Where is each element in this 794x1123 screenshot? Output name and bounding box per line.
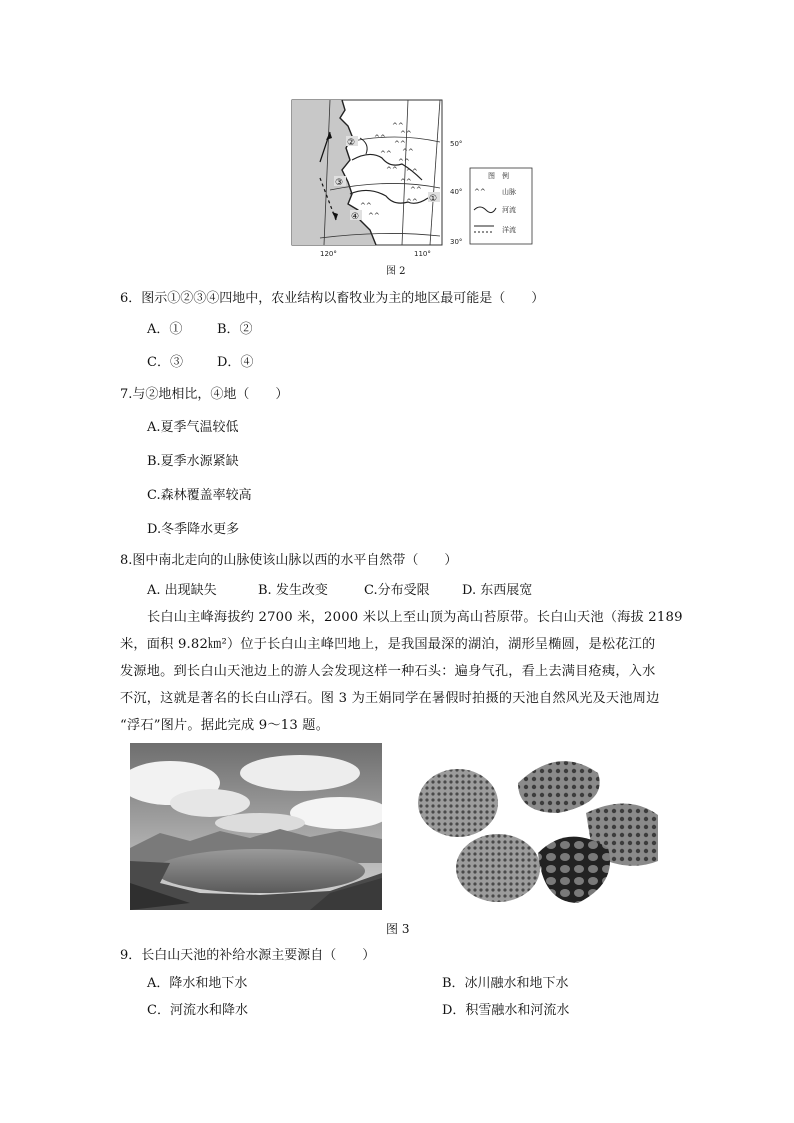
q8-option-b: B. 发生改变 xyxy=(258,583,328,598)
svg-text:^^: ^^ xyxy=(394,140,406,148)
site-2-label: ② xyxy=(347,138,356,148)
q9-stem: 9．长白山天池的补给水源主要源自（ ） xyxy=(120,948,376,963)
q6-option-d: D．④ xyxy=(217,355,254,370)
lon-label-120: 120° xyxy=(320,250,337,258)
svg-text:^^: ^^ xyxy=(360,202,372,210)
q6-option-b: B．② xyxy=(217,322,253,337)
passage-line-2: 米，面积 9.82㎞²）位于长白山主峰凹地上，是我国最深的湖泊，湖形呈椭圆，是松花江的 xyxy=(120,637,656,652)
q8-option-c: C.分布受限 xyxy=(364,583,430,598)
legend-current-label: 洋流 xyxy=(502,226,516,234)
svg-text:^^: ^^ xyxy=(406,168,418,176)
lon-label-110: 110° xyxy=(414,250,431,258)
svg-text:^^: ^^ xyxy=(374,134,386,142)
lat-label-50: 50° xyxy=(450,140,463,148)
site-3-label: ③ xyxy=(335,178,344,188)
passage xyxy=(120,604,683,739)
figure-2-caption: 图 2 xyxy=(386,266,406,277)
legend-mountain-symbol: ^^ xyxy=(474,188,486,196)
q9-option-d: D．积雪融水和河流水 xyxy=(442,1003,570,1018)
svg-text:^^: ^^ xyxy=(400,178,412,186)
q7-option-b: B.夏季水源紧缺 xyxy=(147,454,239,469)
svg-text:^^: ^^ xyxy=(368,212,380,220)
passage-line-3: 发源地。到长白山天池边上的游人会发现这样一种石头：遍身气孔，看上去满目疮痍，入水 xyxy=(120,664,656,679)
q8-option-a: A. 出现缺失 xyxy=(147,583,217,598)
legend-mountain-label: 山脉 xyxy=(502,188,516,196)
pumice-stones-photo xyxy=(418,743,662,910)
q9-option-b: B．冰川融水和地下水 xyxy=(442,976,569,991)
lat-label-30: 30° xyxy=(450,238,463,246)
svg-text:^^: ^^ xyxy=(380,150,392,158)
tianchi-lake-photo xyxy=(130,743,382,910)
q7-stem: 7.与②地相比，④地（ ） xyxy=(120,387,289,402)
svg-text:^^: ^^ xyxy=(398,158,410,166)
q7-option-c: C.森林覆盖率较高 xyxy=(147,488,252,503)
q9-option-c: C．河流水和降水 xyxy=(147,1003,248,1018)
svg-text:^^: ^^ xyxy=(386,166,398,174)
q9-option-a: A．降水和地下水 xyxy=(147,976,248,991)
lat-label-40: 40° xyxy=(450,188,463,196)
legend-title: 图 例 xyxy=(488,172,509,180)
q6-stem: 6．图示①②③④四地中，农业结构以畜牧业为主的地区最可能是（ ） xyxy=(120,291,545,306)
figure-2 xyxy=(290,98,540,278)
passage-line-5: “浮石”图片。据此完成 9～13 题。 xyxy=(120,718,330,733)
legend-river-label: 河流 xyxy=(502,206,516,214)
q8-stem: 8.图中南北走向的山脉使该山脉以西的水平自然带（ ） xyxy=(120,553,458,568)
svg-text:^^: ^^ xyxy=(410,186,422,194)
passage-line-1: 长白山主峰海拔约 2700 米，2000 米以上至山顶为高山苔原带。长白山天池（海拔 2189 xyxy=(147,610,683,625)
svg-text:^^: ^^ xyxy=(400,130,412,138)
q7-option-a: A.夏季气温较低 xyxy=(147,420,239,435)
svg-text:^^: ^^ xyxy=(402,148,414,156)
site-4-label: ④ xyxy=(351,212,360,222)
map-figure xyxy=(290,98,540,258)
q7-option-d: D.冬季降水更多 xyxy=(147,522,240,537)
site-1-label: ① xyxy=(429,194,438,204)
svg-text:^^: ^^ xyxy=(392,122,404,130)
q6-option-a: A．① xyxy=(147,322,183,337)
q8-option-d: D. 东西展宽 xyxy=(462,583,533,598)
q6-option-c: C．③ xyxy=(147,355,183,370)
figure-3-caption: 图 3 xyxy=(386,922,410,936)
passage-line-4: 不沉，这就是著名的长白山浮石。图 3 为王娟同学在暑假时拍摄的天池自然风光及天池周边 xyxy=(120,691,660,706)
svg-text:^^: ^^ xyxy=(406,198,418,206)
